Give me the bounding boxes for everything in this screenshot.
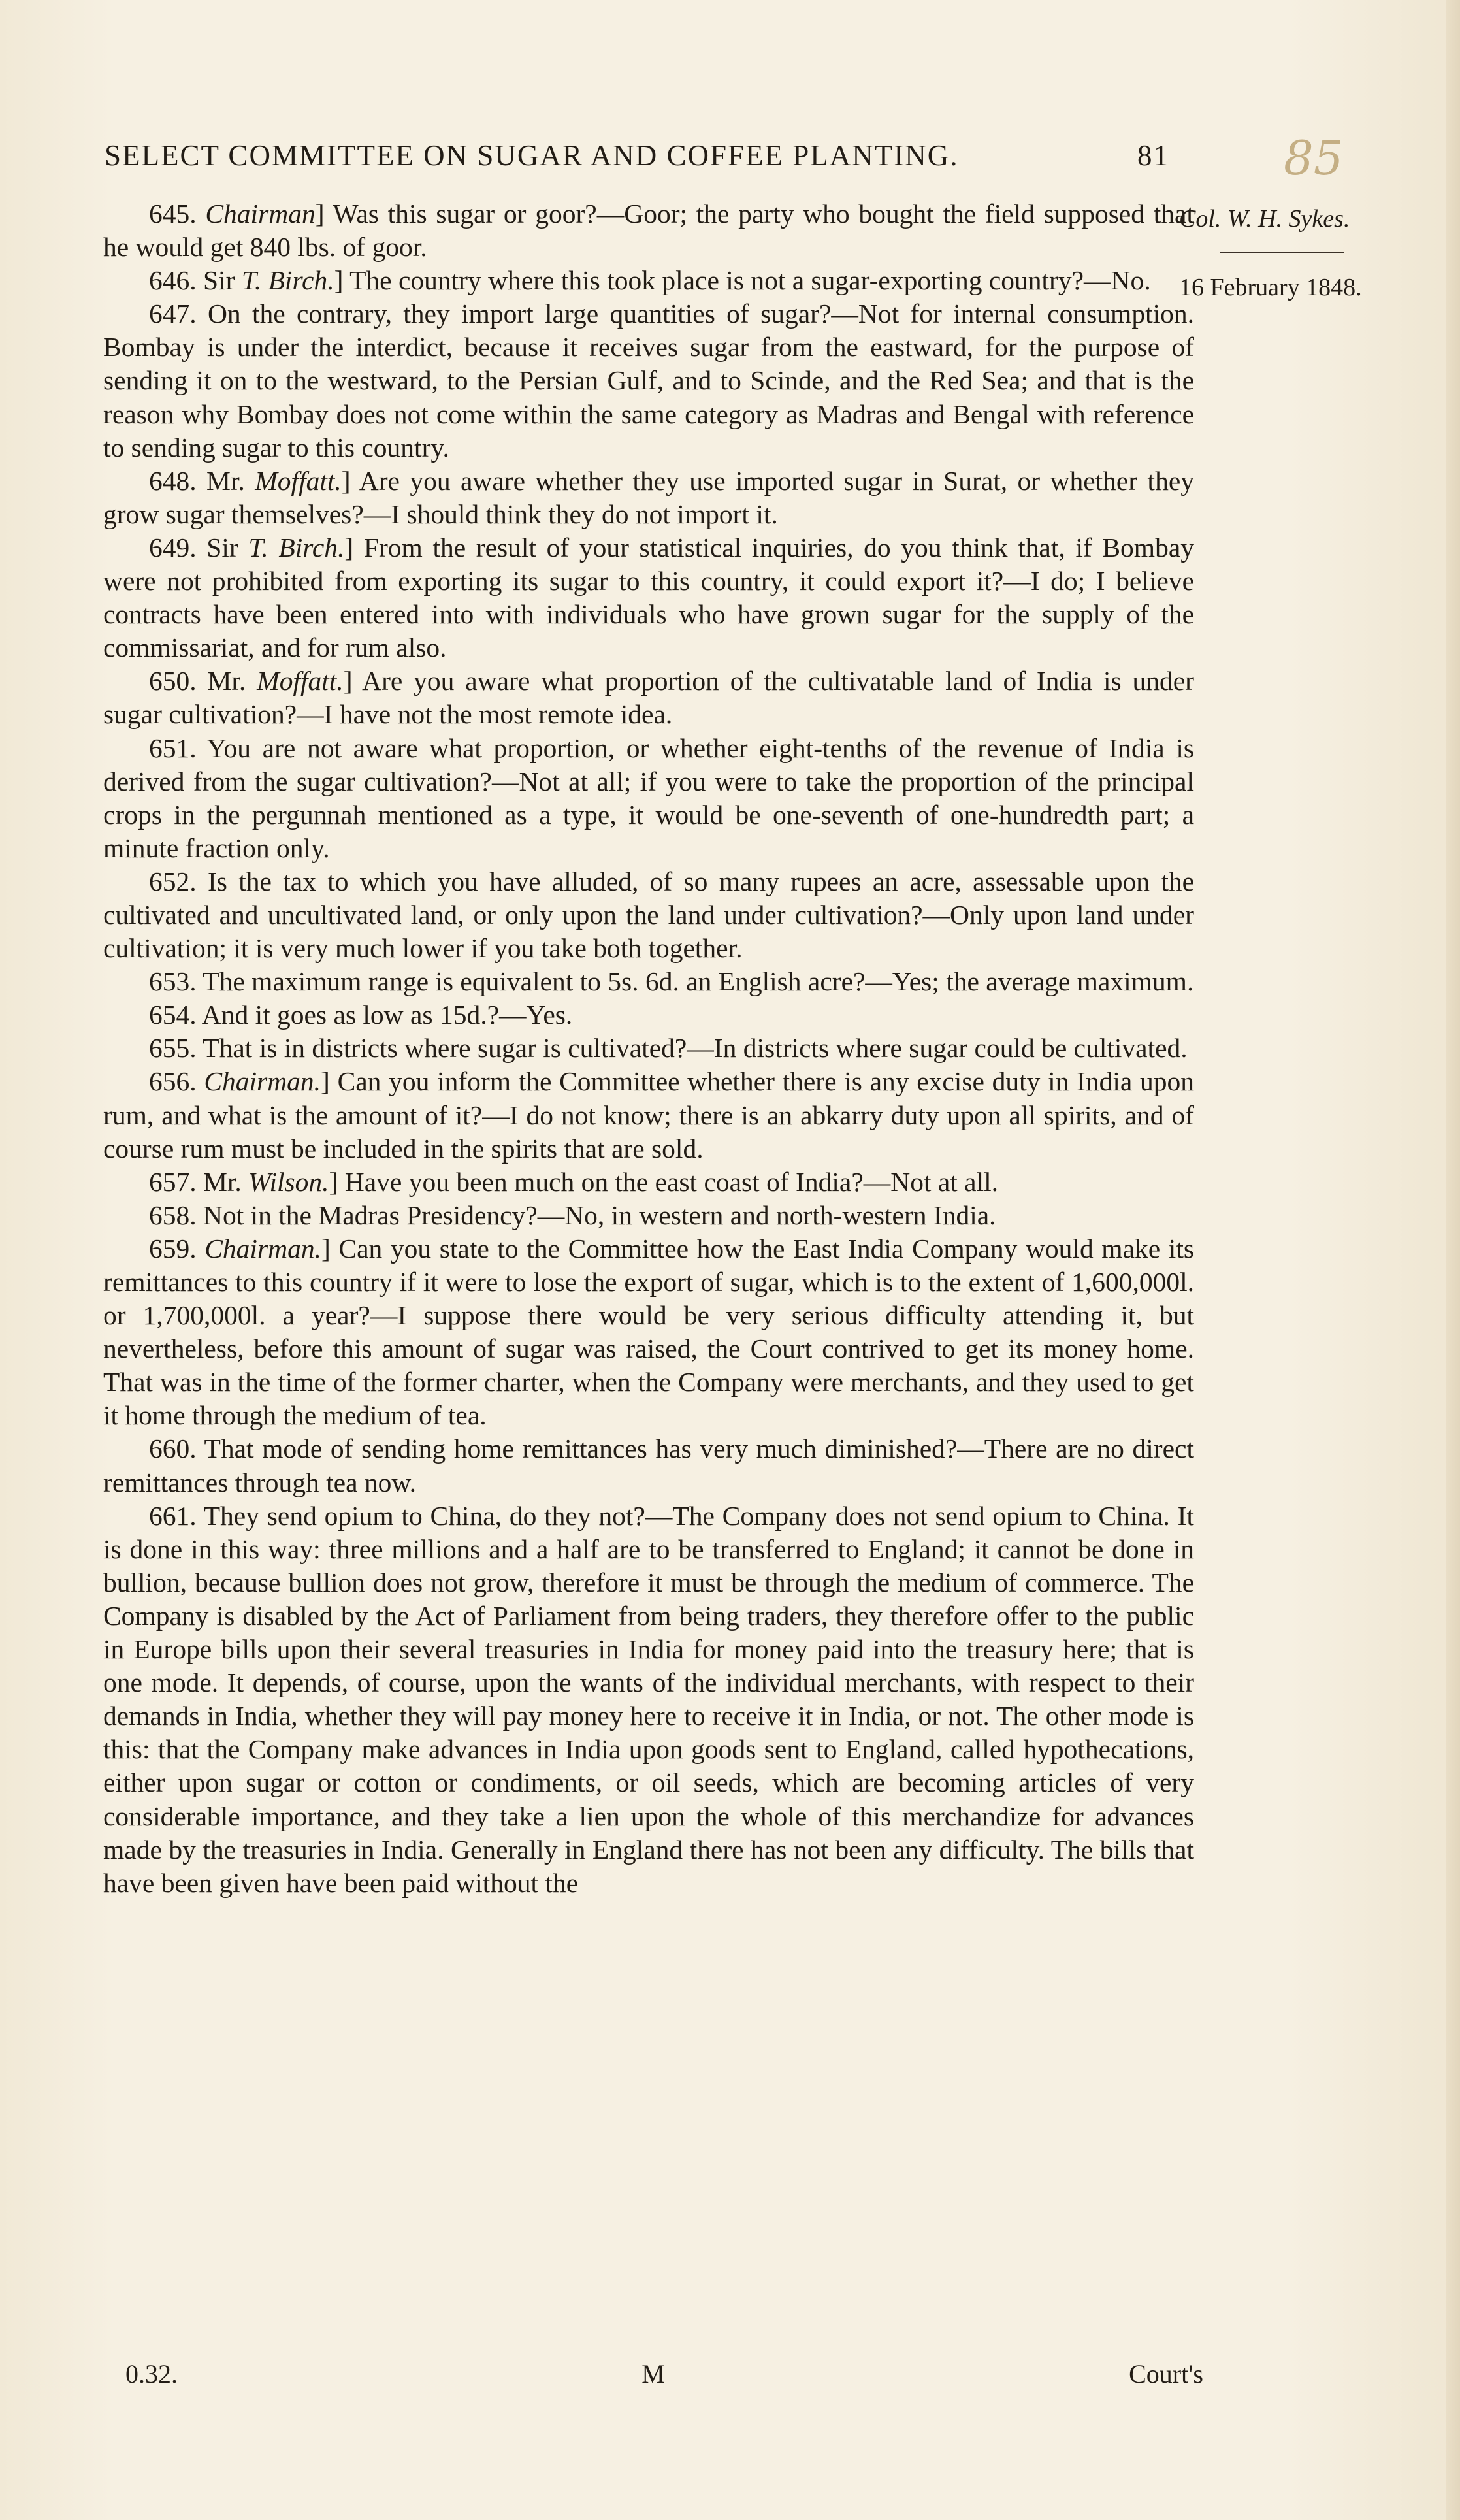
question-answer-text: Is the tax to which you have alluded, of so many rupees an acre, assessable upon the cultivated and uncultivated land, or only upon the land under cultivation?—Only upon land under cultivation; it is very much lower if you take both together. [103, 866, 1195, 964]
speaker-name: T. Birch. [241, 265, 334, 296]
page-edge [1446, 0, 1460, 2520]
question-answer-text: The country where this took place is not a sugar-exporting country?—No. [349, 265, 1151, 296]
question-paragraph [103, 1199, 1194, 1232]
catchword: Court's [1129, 2359, 1203, 2389]
speaker-name: Wilson. [248, 1166, 329, 1197]
question-number: 658. [149, 1200, 197, 1230]
header-title: SELECT COMMITTEE ON SUGAR AND COFFEE PLANTING. [105, 139, 959, 172]
question-paragraph: 659. Chairman.] Can you state to the Committee how the East India Company would make its remittances to this country if it were to lose the export of sugar, which is to the extent of 1,600,000l. or 1,700,000l. a year?—I suppose there would be very serious difficulty attending it, but nevertheless, before this amount of sugar was raised, the Court contrived to get its money home. That was in the time of the former charter, when the Company were merchants, and they used to get it home through the medium of tea. [103, 1233, 1195, 1431]
question-paragraph: 645. Chairman] Was this sugar or goor?—Goor; the party who bought the field supposed that he would get 840 lbs. of goor. [103, 199, 1194, 263]
speaker-name: Moffatt. [257, 666, 344, 696]
question-answer-text: Was this sugar or goor?—Goor; the party who bought the field supposed that he would get 840 lbs. of goor. [103, 199, 1194, 263]
speaker-name: Moffatt. [255, 465, 342, 496]
question-paragraph [103, 1432, 1194, 1499]
question-answer-text: They send opium to China, do they not?—The Company does not send opium to China. It is done in this way: three millions and a half are to be transferred to England; it cannot be done in bullion, because bullion does not grow, therefore it must be through the medium of commerce. The Company is disabled by the Act of Parliament from being traders, they therefore offer to the public in Europe bills upon their several treasuries in India for money paid into the treasury here; that is one mode. It depends, of course, upon the wants of the individual merchants, with respect to their demands in India, whether they will pay money here to receive it in India, or not. The other mode is this: that the Company make advances in India upon goods sent to England, called hypothecations, either upon sugar or cotton or condiments, or oil seeds, which are becoming articles of very considerable importance, and they take a lien upon the whole of this merchandize for advances made by the treasuries in India. Generally in England there has not been any difficulty. The bills that have been given have been paid without the [103, 1500, 1194, 1898]
speaker-name: Chairman [205, 199, 316, 229]
question-number: 659. [149, 1233, 197, 1264]
question-number: 653. [149, 966, 197, 997]
speaker-name: T. Birch. [248, 532, 345, 563]
question-answer-text: Can you inform the Committee whether there is any excise duty in India upon rum, and what is the amount of it?—I do not know; there is an abkarry duty upon all spirits, and of course rum must be included in the spirits that are sold. [103, 1066, 1195, 1164]
question-number: 655. [149, 1033, 197, 1064]
question-paragraph: 650. Mr. Moffatt.] Are you aware what proportion of the cultivatable land of India is under sugar cultivation?—I have not the most remote idea. [103, 666, 1195, 730]
handwritten-folio-number: 85 [1284, 131, 1344, 186]
question-number: 656. [149, 1066, 197, 1097]
question-paragraph [103, 732, 1194, 865]
question-answer-text: And it goes as low as 15d.?—Yes. [201, 1000, 573, 1030]
running-header [105, 139, 1169, 172]
question-answer-text: Can you state to the Committee how the East India Company would make its remittances to this country if it were to lose the export of sugar, which is to the extent of 1,600,000l. or 1,700,000l. a year?—I suppose there would be very serious difficulty attending it, but nevertheless, before this amount of sugar was raised, the Court contrived to get its money home. That was in the time of the former charter, when the Company were merchants, and they used to get it home through the medium of tea. [103, 1233, 1195, 1431]
speaker-name: Chairman. [204, 1066, 321, 1097]
question-paragraph [103, 965, 1194, 998]
question-answer-text: From the result of your statistical inquiries, do you think that, if Bombay were not prohibited from exporting its sugar to this country, it could export it?—I do; I believe contracts have been entered into with individuals who have grown sugar for the supply of the commissariat, and for rum also. [103, 532, 1194, 663]
question-answer-text: Are you aware whether they use imported sugar in Surat, or whether they grow sugar themselves?—I should think they do not import it. [103, 465, 1194, 529]
question-paragraph [103, 1032, 1194, 1065]
sheet-signature: M [641, 2359, 665, 2389]
question-answer-text: On the contrary, they import large quantities of sugar?—Not for internal consumption. Bombay is under the interdict, because it receives sugar from the eastward, for the purpose of sending it on to the westward, to the Persian Gulf, and to Scinde, and the Red Sea; and that is the reason why Bombay does not come within the same category as Madras and Bengal with reference to sending sugar to this country. [103, 299, 1195, 463]
question-answer-text: The maximum range is equivalent to 5s. 6d. an English acre?—Yes; the average maximum. [203, 966, 1194, 997]
question-number: 646. [149, 265, 197, 296]
question-paragraph [103, 297, 1194, 464]
question-number: 650. [149, 666, 197, 696]
question-number: 652. [149, 866, 197, 896]
page-number: 81 [1137, 139, 1169, 172]
question-number: 660. [149, 1433, 197, 1464]
question-paragraph: 656. Chairman.] Can you inform the Committee whether there is any excise duty in India upon rum, and what is the amount of it?—I do not know; there is an abkarry duty upon all spirits, and of course rum must be included in the spirits that are sold. [103, 1066, 1195, 1164]
question-paragraph [103, 865, 1194, 965]
question-paragraph: 649. Sir T. Birch.] From the result of your statistical inquiries, do you think that, if Bombay were not prohibited from exporting its sugar to this country, it could export it?—I do; I believe contracts have been entered into with individuals who have grown sugar for the supply of the commissariat, and for rum also. [103, 532, 1194, 663]
question-number: 648. [149, 465, 197, 496]
question-number: 647. [149, 299, 197, 329]
speaker-name: Chairman. [204, 1233, 321, 1264]
testimony-body [103, 197, 1194, 1900]
question-answer-text: That is in districts where sugar is cultivated?—In districts where sugar could be cultivated. [203, 1033, 1188, 1064]
question-number: 657. [149, 1166, 197, 1197]
question-answer-text: Not in the Madras Presidency?—No, in western and north-western India. [203, 1200, 996, 1230]
question-paragraph: 648. Mr. Moffatt.] Are you aware whether they use imported sugar in Surat, or whether they grow sugar themselves?—I should think they do not import it. [103, 465, 1194, 529]
margin-rule [1220, 252, 1344, 253]
question-answer-text: You are not aware what proportion, or whether eight-tenths of the revenue of India is derived from the sugar cultivation?—Not at all; if you were to take the proportion of the principal crops in the pergunnah mentioned as a type, it would be one-seventh of one-hundredth part; a minute fraction only. [103, 732, 1194, 863]
testimony-date: 16 February 1848. [1179, 274, 1362, 301]
question-paragraph [103, 1499, 1194, 1900]
question-number: 654. [149, 1000, 197, 1030]
question-paragraph [103, 998, 1194, 1032]
question-number: 661. [149, 1500, 197, 1531]
question-number: 649. [149, 532, 197, 563]
question-paragraph: 646. Sir T. Birch.] The country where this took place is not a sugar-exporting country?—No. [149, 265, 1151, 296]
witness-name: Col. W. H. Sykes. [1179, 205, 1350, 233]
question-number: 645. [149, 199, 197, 229]
question-number: 651. [149, 732, 197, 763]
question-answer-text: Are you aware what proportion of the cultivatable land of India is under sugar cultivation?—I have not the most remote idea. [103, 666, 1195, 730]
signature-mark: 0.32. [125, 2359, 178, 2389]
page-footer [125, 2359, 1203, 2389]
question-paragraph: 657. Mr. Wilson.] Have you been much on the east coast of India?—Not at all. [149, 1166, 999, 1197]
question-answer-text: That mode of sending home remittances has very much diminished?—There are no direct remittances through tea now. [103, 1433, 1194, 1497]
question-answer-text: Have you been much on the east coast of India?—Not at all. [344, 1166, 999, 1197]
